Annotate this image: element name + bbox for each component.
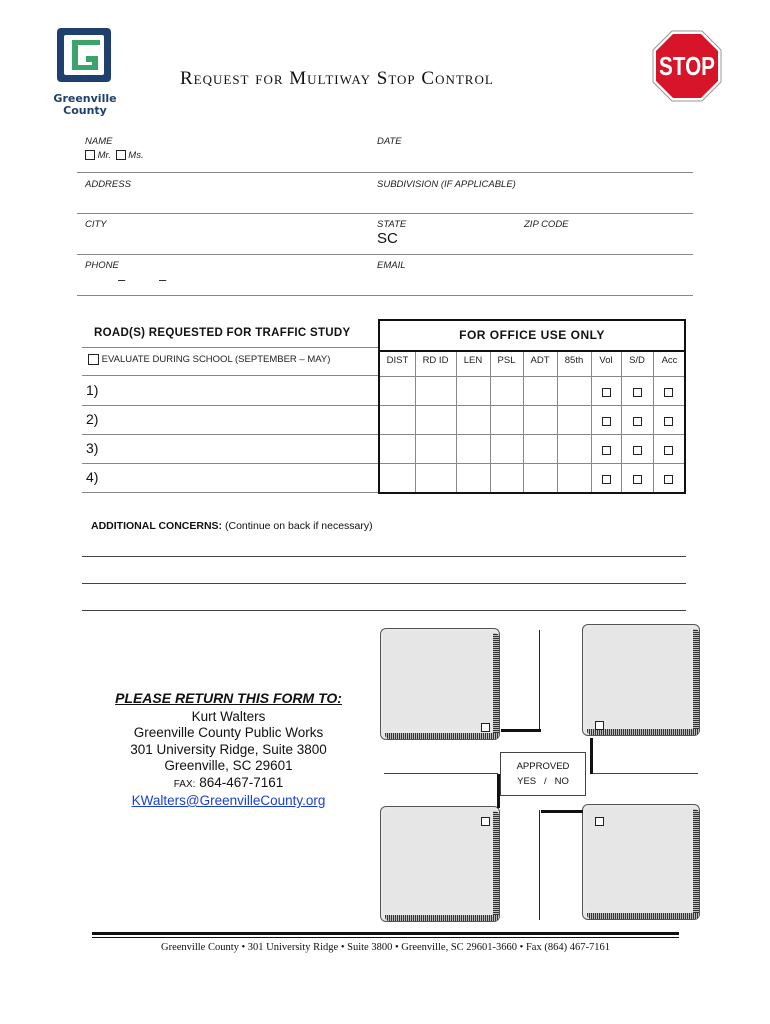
office-col-psl: PSL xyxy=(497,355,516,366)
stop-checkbox-sw[interactable] xyxy=(481,817,490,826)
concerns-label: ADDITIONAL CONCERNS: xyxy=(91,520,223,532)
logo-text: Greenville County xyxy=(53,92,117,117)
stop-checkbox-se[interactable] xyxy=(595,817,604,826)
acc-checkbox[interactable] xyxy=(664,417,673,426)
acc-checkbox[interactable] xyxy=(664,475,673,484)
ms-checkbox[interactable] xyxy=(116,150,126,160)
sd-checkbox[interactable] xyxy=(633,446,642,455)
name-label: NAME xyxy=(85,136,113,147)
return-name: Kurt Walters xyxy=(191,708,266,724)
footer-rule-thin xyxy=(92,937,679,938)
vol-checkbox[interactable] xyxy=(602,475,611,484)
ms-label: Ms. xyxy=(128,150,144,161)
block-top-left xyxy=(380,628,500,740)
name-underline xyxy=(77,172,693,173)
evaluate-school-checkbox[interactable] xyxy=(88,354,99,365)
return-street: 301 University Ridge, Suite 3800 xyxy=(130,741,327,757)
office-col-dist: DIST xyxy=(386,355,409,366)
road-row[interactable] xyxy=(82,405,378,435)
road-edge-sw xyxy=(539,810,540,920)
sd-checkbox[interactable] xyxy=(633,388,642,397)
footer-text: Greenville County • 301 University Ridge • Suite 3800 • Greenville, SC 29601-3660 • Fax (864) 467-7161 xyxy=(161,942,610,953)
state-value[interactable]: SC xyxy=(377,230,398,247)
road-row-number: 3) xyxy=(86,440,99,456)
road-row[interactable] xyxy=(82,463,378,493)
road-row-number: 4) xyxy=(86,469,99,485)
road-edge-west xyxy=(384,773,498,774)
salutation-options xyxy=(85,150,144,161)
office-col-85th: 85th xyxy=(564,355,584,366)
zip-label: ZIP CODE xyxy=(524,219,569,230)
fax-label: FAX: xyxy=(173,778,196,790)
road-row[interactable] xyxy=(82,434,378,464)
road-edge-east xyxy=(590,773,698,774)
additional-concerns xyxy=(91,520,373,532)
return-fax-line xyxy=(96,775,361,794)
return-org: Greenville County Public Works xyxy=(133,725,324,740)
acc-checkbox[interactable] xyxy=(664,446,673,455)
stop-sign-text: STOP xyxy=(659,51,715,81)
evaluate-school-option xyxy=(88,354,330,365)
county-logo-mark xyxy=(42,26,128,88)
road-row[interactable] xyxy=(82,376,378,406)
approved-label: APPROVED xyxy=(516,761,570,772)
mr-label: Mr. xyxy=(97,150,112,161)
road-row-number: 1) xyxy=(86,382,99,398)
stop-checkbox-nw[interactable] xyxy=(481,723,490,732)
stop-sign-icon xyxy=(652,30,722,102)
return-address xyxy=(96,690,361,810)
address-label: ADDRESS xyxy=(85,179,131,190)
vol-checkbox[interactable] xyxy=(602,446,611,455)
return-heading: PLEASE RETURN THIS FORM TO: xyxy=(115,690,342,706)
county-logo xyxy=(42,26,128,117)
office-col-len: LEN xyxy=(463,355,483,366)
stop-bar-north xyxy=(501,729,541,732)
roads-heading-rule xyxy=(82,347,378,348)
concerns-line-1[interactable] xyxy=(82,556,686,557)
roads-heading: ROAD(S) REQUESTED FOR TRAFFIC STUDY xyxy=(94,327,351,339)
road-edge-nw xyxy=(539,630,540,730)
phone-underline xyxy=(77,295,693,296)
approved-options[interactable]: YES / NO xyxy=(517,776,569,787)
fax-number: 864-467-7161 xyxy=(199,774,284,790)
evaluate-school-label: EVALUATE DURING SCHOOL (SEPTEMBER – MAY) xyxy=(101,354,331,366)
office-use-table xyxy=(378,319,686,494)
city-underline xyxy=(77,254,693,255)
office-col-rdid: RD ID xyxy=(422,355,449,366)
footer-rule-thick xyxy=(92,932,679,935)
email-label: EMAIL xyxy=(377,260,406,271)
office-col-sd: S/D xyxy=(629,355,645,366)
concerns-line-2[interactable] xyxy=(82,583,686,584)
page-title: Request for Multiway Stop Control xyxy=(180,68,494,89)
sd-checkbox[interactable] xyxy=(633,475,642,484)
office-col-acc: Acc xyxy=(661,355,678,366)
state-label: STATE xyxy=(377,219,407,230)
office-col-adt: ADT xyxy=(530,355,550,366)
phone-label: PHONE xyxy=(85,260,119,271)
sd-checkbox[interactable] xyxy=(633,417,642,426)
block-top-right xyxy=(582,624,700,736)
subdivision-label: SUBDIVISION (IF APPLICABLE) xyxy=(377,179,516,190)
concerns-note: (Continue on back if necessary) xyxy=(224,520,373,532)
acc-checkbox[interactable] xyxy=(664,388,673,397)
vol-checkbox[interactable] xyxy=(602,388,611,397)
mr-checkbox[interactable] xyxy=(85,150,95,160)
block-bottom-right xyxy=(582,804,700,920)
vol-checkbox[interactable] xyxy=(602,417,611,426)
city-label: CITY xyxy=(85,219,107,230)
address-underline xyxy=(77,213,693,214)
phone-dash-1: – xyxy=(118,272,126,287)
concerns-line-3[interactable] xyxy=(82,610,686,611)
block-bottom-left xyxy=(380,806,500,922)
date-label: DATE xyxy=(377,136,402,147)
stop-bar-south xyxy=(541,810,583,813)
approved-box xyxy=(500,752,586,796)
stop-bar-east xyxy=(590,738,593,774)
return-email-link[interactable]: KWalters@GreenvilleCounty.org xyxy=(131,793,326,808)
stop-checkbox-ne[interactable] xyxy=(595,721,604,730)
road-row-number: 2) xyxy=(86,411,99,427)
office-col-vol: Vol xyxy=(599,355,613,366)
office-use-heading: FOR OFFICE USE ONLY xyxy=(380,321,684,352)
return-city: Greenville, SC 29601 xyxy=(164,758,293,773)
phone-dash-2: – xyxy=(159,272,167,287)
